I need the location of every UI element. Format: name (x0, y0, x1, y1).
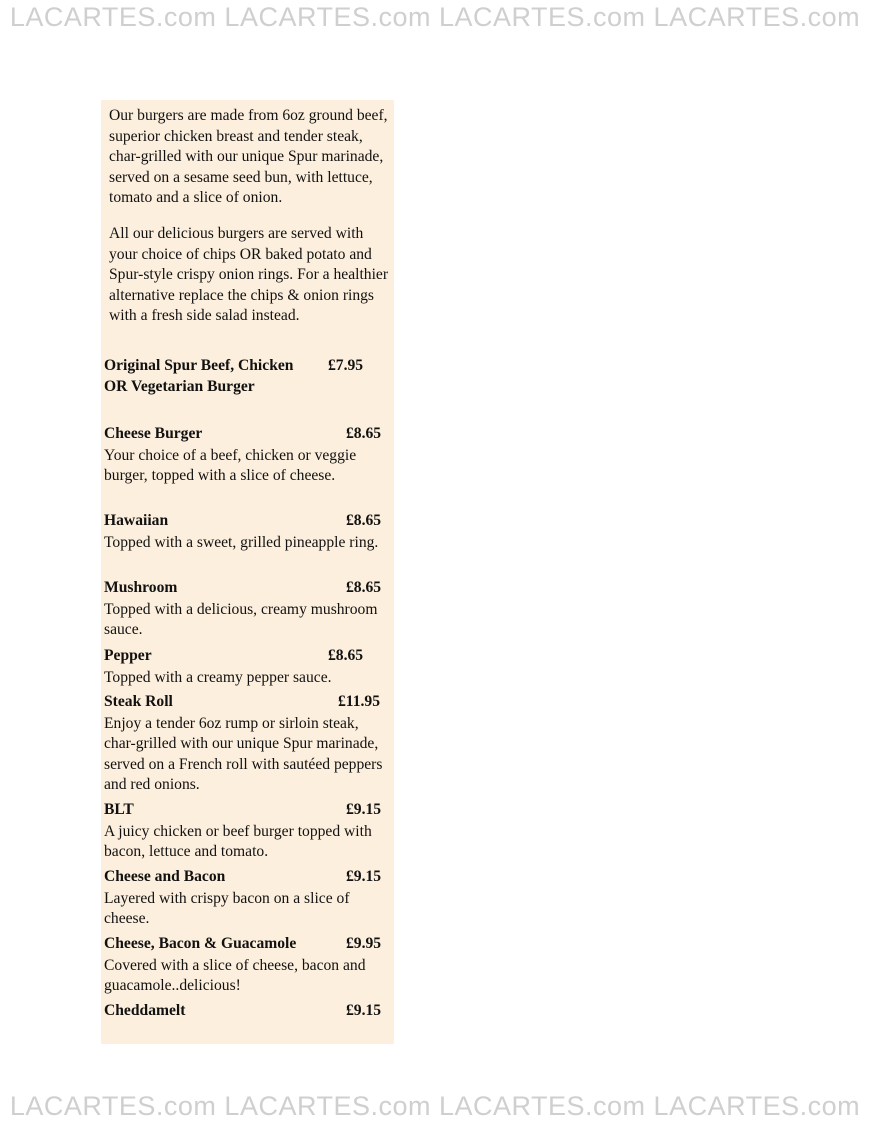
intro-paragraph-2: All our delicious burgers are served with your choice of chips OR baked potato and Spur-style crispy onion rings. For a healthier alternative replace the chips & onion rings with a fresh side salad instead. (109, 225, 389, 324)
menu-item-description: Layered with crispy bacon on a slice of cheese. (104, 889, 350, 927)
menu-item-description: Covered with a slice of cheese, bacon and guacamole..delicious! (104, 956, 366, 994)
menu-item-description: Topped with a delicious, creamy mushroom sauce. (104, 600, 378, 638)
menu-item-description: Topped with a sweet, grilled pineapple ring. (104, 533, 379, 551)
menu-item-name: BLT (104, 801, 134, 818)
intro-paragraph-1: Our burgers are made from 6oz ground beef, superior chicken breast and tender steak, char-grilled with our unique Spur marinade, served on a sesame seed bun, with lettuce, tomato and a slice of onion. (109, 107, 388, 206)
menu-item-price: £8.65 (328, 647, 364, 664)
menu-item-price: £8.65 (346, 512, 382, 529)
menu-item-description: Topped with a creamy pepper sauce. (104, 668, 332, 686)
menu-item-price: £9.15 (346, 868, 382, 885)
menu-item-name: Steak Roll (104, 693, 173, 710)
watermark-top: LACARTES.com LACARTES.com LACARTES.com LACARTES.com (9, 2, 861, 32)
menu-item-name: Cheese Burger (104, 425, 203, 442)
watermark-bottom: LACARTES.com LACARTES.com LACARTES.com LACARTES.com (9, 1091, 861, 1121)
menu-item-price: £9.15 (346, 801, 382, 818)
menu-item-name: Original Spur Beef, Chicken OR Vegetarian Burger (104, 357, 294, 395)
menu-item-name: Mushroom (104, 579, 178, 596)
menu-item-description: Enjoy a tender 6oz rump or sirloin steak, char-grilled with our unique Spur marinade, served on a French roll with sautéed peppers and red onions. (104, 714, 383, 793)
menu-item-cheese-bacon-guacamole (104, 934, 386, 997)
menu-item-price: £8.65 (346, 425, 382, 442)
menu-item-price: £9.95 (346, 935, 382, 952)
menu-item-name: Cheese and Bacon (104, 868, 226, 885)
menu-item-name: Cheddamelt (104, 1002, 186, 1019)
menu-item-price: £8.65 (346, 579, 382, 596)
menu-item-description: Your choice of a beef, chicken or veggie burger, topped with a slice of cheese. (104, 446, 357, 484)
menu-item-pepper (104, 646, 386, 688)
menu-item-original (104, 356, 386, 397)
menu-item-name: Pepper (104, 647, 152, 664)
burger-menu-panel (101, 100, 394, 1044)
menu-item-mushroom (104, 578, 386, 641)
menu-item-blt (104, 800, 386, 863)
menu-item-steak-roll (104, 692, 386, 796)
menu-item-name: Cheese, Bacon & Guacamole (104, 935, 297, 952)
menu-item-description: A juicy chicken or beef burger topped with bacon, lettuce and tomato. (104, 822, 372, 860)
menu-item-hawaiian (104, 511, 386, 553)
menu-item-cheese-burger (104, 424, 386, 487)
menu-item-cheddamelt (104, 1001, 386, 1022)
menu-item-price: £7.95 (328, 357, 364, 374)
menu-item-price: £11.95 (338, 693, 381, 710)
menu-item-cheese-and-bacon (104, 867, 386, 930)
menu-item-price: £9.15 (346, 1002, 382, 1019)
menu-item-name: Hawaiian (104, 512, 169, 529)
